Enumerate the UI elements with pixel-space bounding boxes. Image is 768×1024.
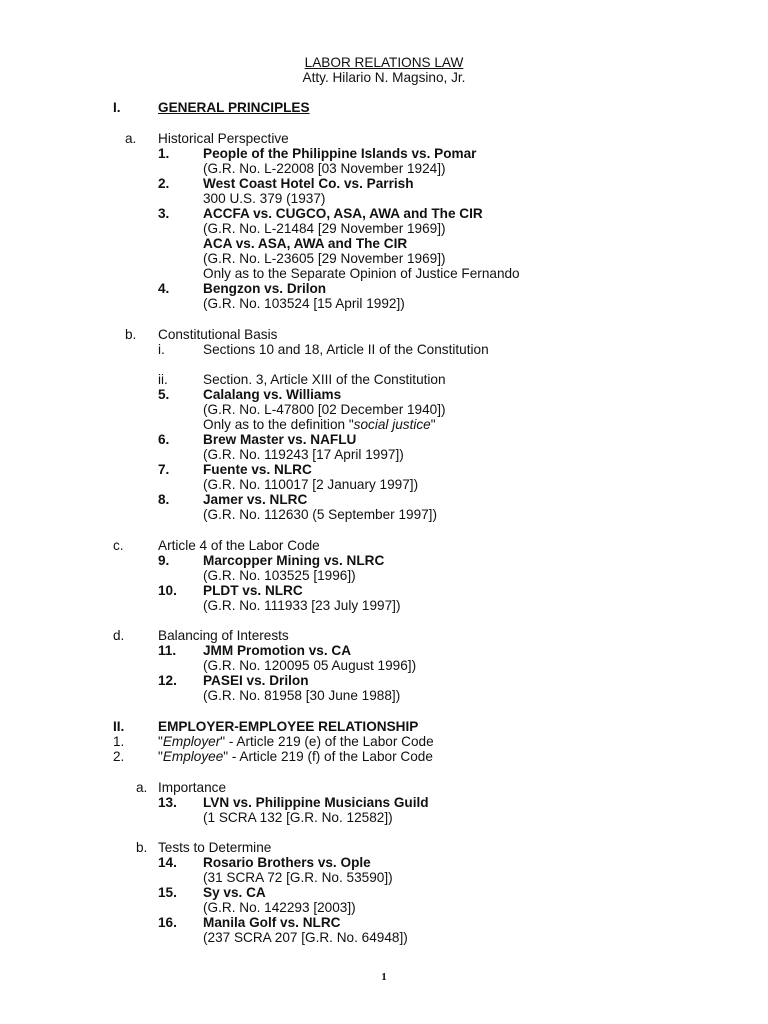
case-5-note-term: social justice [353, 417, 431, 432]
subsection-2b-letter: b. [136, 840, 148, 855]
case-3-citation: (G.R. No. L-21484 [29 November 1969]) [203, 221, 446, 236]
definition-1-post: " - Article 219 (e) of the Labor Code [220, 734, 434, 749]
case-3-number: 3. [158, 206, 170, 221]
case-7-citation: (G.R. No. 110017 [2 January 1997]) [203, 477, 419, 492]
case-15-number: 15. [158, 885, 177, 900]
definition-1-number: 1. [113, 734, 125, 749]
case-8-number: 8. [158, 492, 170, 507]
case-4-number: 4. [158, 281, 170, 296]
case-11-name: JMM Promotion vs. CA [203, 643, 352, 658]
subsection-c-letter: c. [113, 538, 124, 553]
case-5-citation: (G.R. No. L-47800 [02 December 1940]) [203, 402, 446, 417]
subsection-a-label: Historical Perspective [158, 131, 289, 146]
case-2-name: West Coast Hotel Co. vs. Parrish [203, 176, 414, 191]
definition-2-text [158, 749, 433, 765]
subsection-b-label: Constitutional Basis [158, 327, 278, 342]
roman-i-number: i. [158, 342, 165, 357]
case-9-name: Marcopper Mining vs. NLRC [203, 553, 385, 568]
case-1-number: 1. [158, 146, 170, 161]
case-5-name: Calalang vs. Williams [203, 387, 342, 402]
definition-2-pre: " [158, 749, 163, 764]
case-6-citation: (G.R. No. 119243 [17 April 1997]) [203, 447, 404, 462]
section-2-number: II. [113, 719, 125, 734]
document-title: LABOR RELATIONS LAW [304, 55, 464, 70]
definition-2-post: " - Article 219 (f) of the Labor Code [223, 749, 433, 764]
definition-2-term: Employee [162, 749, 224, 764]
case-5-note [203, 417, 436, 433]
case-5-note-pre: Only as to the definition " [203, 417, 354, 432]
case-3-note: Only as to the Separate Opinion of Justice Fernando [203, 266, 520, 281]
subsection-b-letter: b. [125, 327, 137, 342]
case-10-name: PLDT vs. NLRC [203, 583, 303, 598]
case-5-number: 5. [158, 387, 170, 402]
case-7-number: 7. [158, 462, 170, 477]
subsection-2b-label: Tests to Determine [158, 840, 272, 855]
case-3-name-2: ACA vs. ASA, AWA and The CIR [203, 236, 408, 251]
section-1-heading: GENERAL PRINCIPLES [158, 100, 310, 115]
case-12-number: 12. [158, 673, 177, 688]
definition-1-text [158, 734, 434, 750]
case-1-name: People of the Philippine Islands vs. Pomar [203, 146, 477, 161]
definition-1-pre: " [158, 734, 163, 749]
case-6-number: 6. [158, 432, 170, 447]
case-4-citation: (G.R. No. 103524 [15 April 1992]) [203, 296, 405, 311]
document-author: Atty. Hilario N. Magsino, Jr. [302, 70, 466, 85]
subsection-a-letter: a. [125, 131, 137, 146]
case-2-number: 2. [158, 176, 170, 191]
case-7-name: Fuente vs. NLRC [203, 462, 312, 477]
case-14-number: 14. [158, 855, 177, 870]
section-2-heading: EMPLOYER-EMPLOYEE RELATIONSHIP [158, 719, 419, 734]
definition-2-number: 2. [113, 749, 125, 764]
case-11-number: 11. [158, 643, 177, 658]
case-14-citation: (31 SCRA 72 [G.R. No. 53590]) [203, 870, 393, 885]
roman-ii-text: Section. 3, Article XIII of the Constitution [203, 372, 446, 387]
roman-ii-number: ii. [158, 372, 168, 387]
case-13-citation: (1 SCRA 132 [G.R. No. 12582]) [203, 810, 393, 825]
case-16-name: Manila Golf vs. NLRC [203, 915, 341, 930]
case-10-citation: (G.R. No. 111933 [23 July 1997]) [203, 598, 401, 613]
definition-1-term: Employer [162, 734, 221, 749]
case-11-citation: (G.R. No. 120095 05 August 1996]) [203, 658, 417, 673]
case-13-name: LVN vs. Philippine Musicians Guild [203, 795, 429, 810]
subsection-d-letter: d. [113, 628, 125, 643]
case-10-number: 10. [158, 583, 177, 598]
case-16-number: 16. [158, 915, 177, 930]
case-15-name: Sy vs. CA [203, 885, 266, 900]
case-6-name: Brew Master vs. NAFLU [203, 432, 357, 447]
case-1-citation: (G.R. No. L-22008 [03 November 1924]) [203, 161, 446, 176]
subsection-2a-label: Importance [158, 780, 227, 795]
case-13-number: 13. [158, 795, 177, 810]
case-9-number: 9. [158, 553, 170, 568]
subsection-c-label: Article 4 of the Labor Code [158, 538, 320, 553]
case-16-citation: (237 SCRA 207 [G.R. No. 64948]) [203, 930, 408, 945]
case-3-name: ACCFA vs. CUGCO, ASA, AWA and The CIR [203, 206, 483, 221]
case-9-citation: (G.R. No. 103525 [1996]) [203, 568, 356, 583]
case-12-name: PASEI vs. Drilon [203, 673, 309, 688]
case-8-name: Jamer vs. NLRC [203, 492, 308, 507]
case-12-citation: (G.R. No. 81958 [30 June 1988]) [203, 688, 401, 703]
case-14-name: Rosario Brothers vs. Ople [203, 855, 371, 870]
case-5-note-post: " [430, 417, 436, 432]
case-2-citation: 300 U.S. 379 (1937) [203, 191, 326, 206]
case-3-citation-2: (G.R. No. L-23605 [29 November 1969]) [203, 251, 446, 266]
roman-i-text: Sections 10 and 18, Article II of the Constitution [203, 342, 489, 357]
subsection-d-label: Balancing of Interests [158, 628, 289, 643]
case-15-citation: (G.R. No. 142293 [2003]) [203, 900, 356, 915]
page-number: 1 [381, 971, 387, 983]
section-1-number: I. [113, 100, 121, 115]
case-4-name: Bengzon vs. Drilon [203, 281, 327, 296]
case-8-citation: (G.R. No. 112630 (5 September 1997]) [203, 507, 437, 522]
subsection-2a-letter: a. [136, 780, 148, 795]
